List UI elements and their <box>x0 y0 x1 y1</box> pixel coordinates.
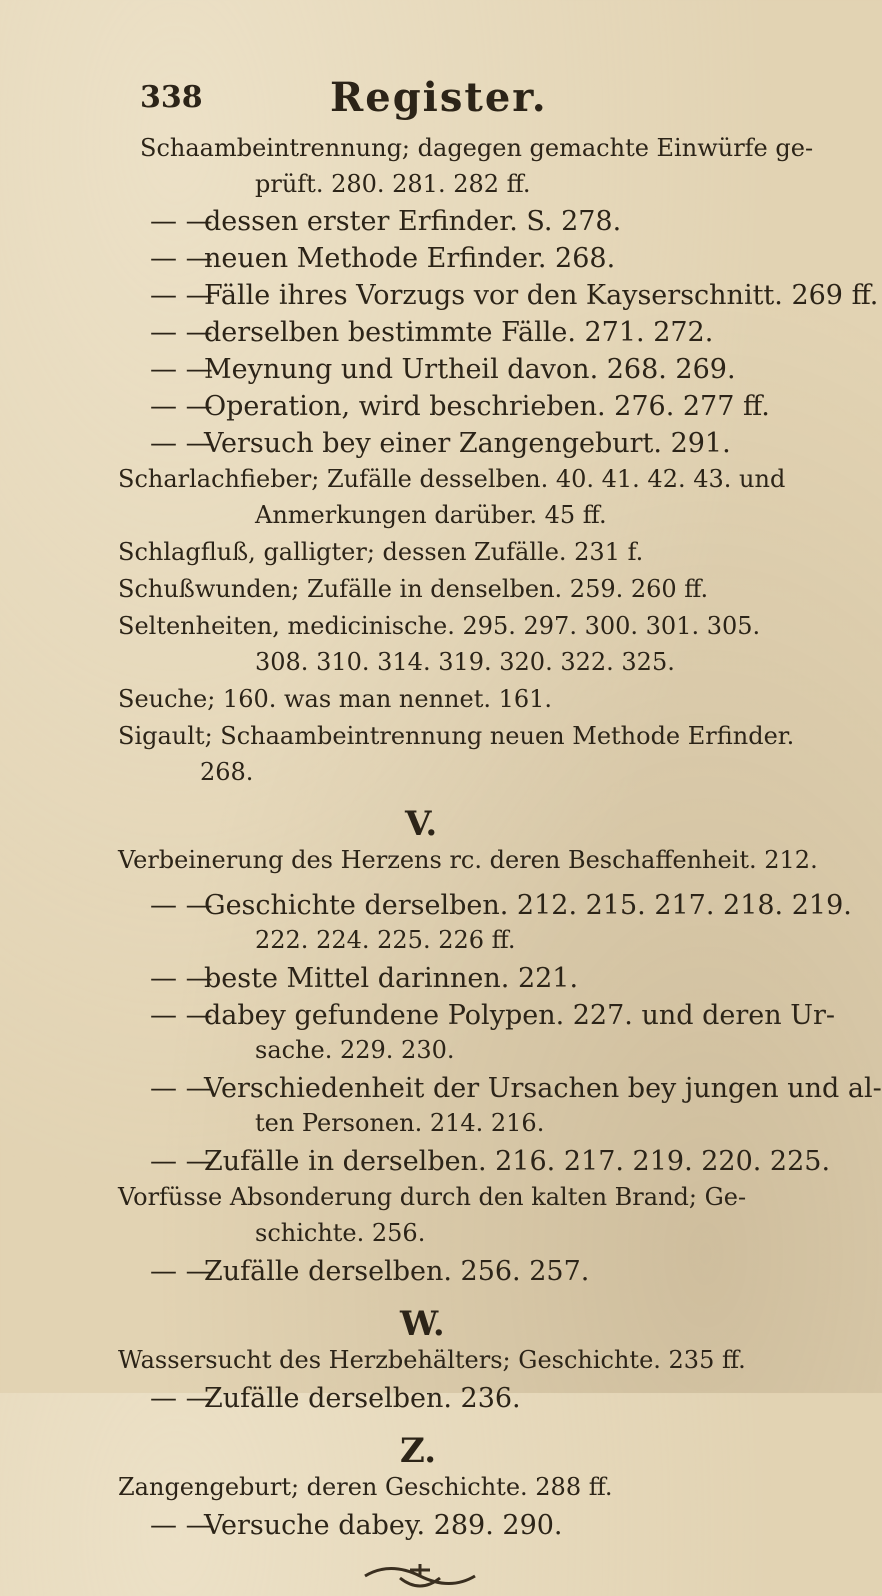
dash-mark: — — <box>150 206 213 237</box>
dash-mark: — — <box>150 1146 213 1177</box>
index-subentry-text: neuen Methode Erfinder. 268. <box>204 243 616 274</box>
index-subentry <box>150 208 621 235</box>
section-letter-z: Z. <box>400 1431 437 1471</box>
dash-mark: — — <box>150 1256 213 1287</box>
index-entry-continuation: 308. 310. 314. 319. 320. 322. 325. <box>255 648 675 676</box>
index-entry: Schußwunden; Zufälle in denselben. 259. 260 ff. <box>118 575 709 603</box>
index-subentry <box>150 1512 563 1539</box>
index-entry-continuation: 268. <box>200 758 254 786</box>
index-subentry <box>150 965 578 992</box>
index-entry: Schaambeintrennung; dagegen gemachte Einwürfe ge- <box>140 134 814 162</box>
index-subentry <box>150 1258 589 1285</box>
page-number: 338 <box>140 80 203 115</box>
dash-mark: — — <box>150 963 213 994</box>
index-subentry-text: Zufälle derselben. 256. 257. <box>204 1256 590 1287</box>
index-subentry-text: Meynung und Urtheil davon. 268. 269. <box>204 354 736 385</box>
dash-mark: — — <box>150 428 213 459</box>
page-title: Register. <box>330 74 548 121</box>
index-subentry <box>150 1075 882 1102</box>
dash-mark: — — <box>150 1510 213 1541</box>
index-subentry-text: Versuch bey einer Zangengeburt. 291. <box>204 428 731 459</box>
dash-mark: — — <box>150 280 213 311</box>
index-subentry-text: Verschiedenheit der Ursachen bey jungen und al- <box>204 1073 882 1104</box>
section-letter-v: V. <box>405 804 438 844</box>
dash-mark: — — <box>150 890 213 921</box>
index-entry-continuation: schichte. 256. <box>255 1219 426 1247</box>
index-subentry-text: Geschichte derselben. 212. 215. 217. 218. 219. <box>204 890 852 921</box>
dash-mark: — — <box>150 317 213 348</box>
index-subentry-text: Operation, wird beschrieben. 276. 277 ff. <box>204 391 770 422</box>
index-entry: Scharlachfieber; Zufälle desselben. 40. 41. 42. 43. und <box>118 465 786 493</box>
index-subentry-text: Versuche dabey. 289. 290. <box>204 1510 563 1541</box>
index-entry: Seltenheiten, medicinische. 295. 297. 300. 301. 305. <box>118 612 761 640</box>
index-entry: Wassersucht des Herzbehälters; Geschichte. 235 ff. <box>118 1346 746 1374</box>
index-subentry <box>150 1148 830 1175</box>
index-entry: Verbeinerung des Herzens rc. deren Beschaffenheit. 212. <box>118 846 818 874</box>
index-subentry-text: derselben bestimmte Fälle. 271. 272. <box>204 317 714 348</box>
index-subentry-text: beste Mittel darinnen. 221. <box>204 963 579 994</box>
index-entry: Zangengeburt; deren Geschichte. 288 ff. <box>118 1473 613 1501</box>
index-subentry <box>150 1002 835 1029</box>
index-subentry-text: Fälle ihres Vorzugs vor den Kayserschnitt. 269 ff. <box>204 280 879 311</box>
index-entry: Sigault; Schaambeintrennung neuen Methode Erfinder. <box>118 722 795 750</box>
dash-mark: — — <box>150 354 213 385</box>
index-subentry <box>150 892 852 919</box>
dash-mark: — — <box>150 1000 213 1031</box>
dash-mark: — — <box>150 243 213 274</box>
index-subentry <box>150 356 736 383</box>
index-subentry <box>150 393 770 420</box>
index-subentry <box>150 282 878 309</box>
dash-mark: — — <box>150 391 213 422</box>
index-entry-continuation: Anmerkungen darüber. 45 ff. <box>255 501 607 529</box>
index-entry-continuation: prüft. 280. 281. 282 ff. <box>255 170 531 198</box>
index-subentry <box>150 1385 521 1412</box>
dash-mark: — — <box>150 1073 213 1104</box>
index-entry-continuation: sache. 229. 230. <box>255 1036 455 1064</box>
section-letter-w: W. <box>400 1304 445 1344</box>
index-entry: Seuche; 160. was man nennet. 161. <box>118 685 553 713</box>
index-subentry <box>150 319 713 346</box>
dash-mark: — — <box>150 1383 213 1414</box>
index-subentry-text: dabey gefundene Polypen. 227. und deren Ur- <box>204 1000 836 1031</box>
index-entry: Vorfüsse Absonderung durch den kalten Brand; Ge- <box>118 1183 747 1211</box>
index-subentry <box>150 430 731 457</box>
index-entry-continuation: ten Personen. 214. 216. <box>255 1109 545 1137</box>
index-subentry-text: dessen erster Erfinder. S. 278. <box>204 206 622 237</box>
ornament-icon <box>360 1556 480 1596</box>
index-entry-continuation: 222. 224. 225. 226 ff. <box>255 926 516 954</box>
index-subentry-text: Zufälle in derselben. 216. 217. 219. 220. 225. <box>204 1146 831 1177</box>
index-subentry-text: Zufälle derselben. 236. <box>204 1383 521 1414</box>
index-entry: Schlagfluß, galligter; dessen Zufälle. 231 f. <box>118 538 644 566</box>
index-subentry <box>150 245 615 272</box>
